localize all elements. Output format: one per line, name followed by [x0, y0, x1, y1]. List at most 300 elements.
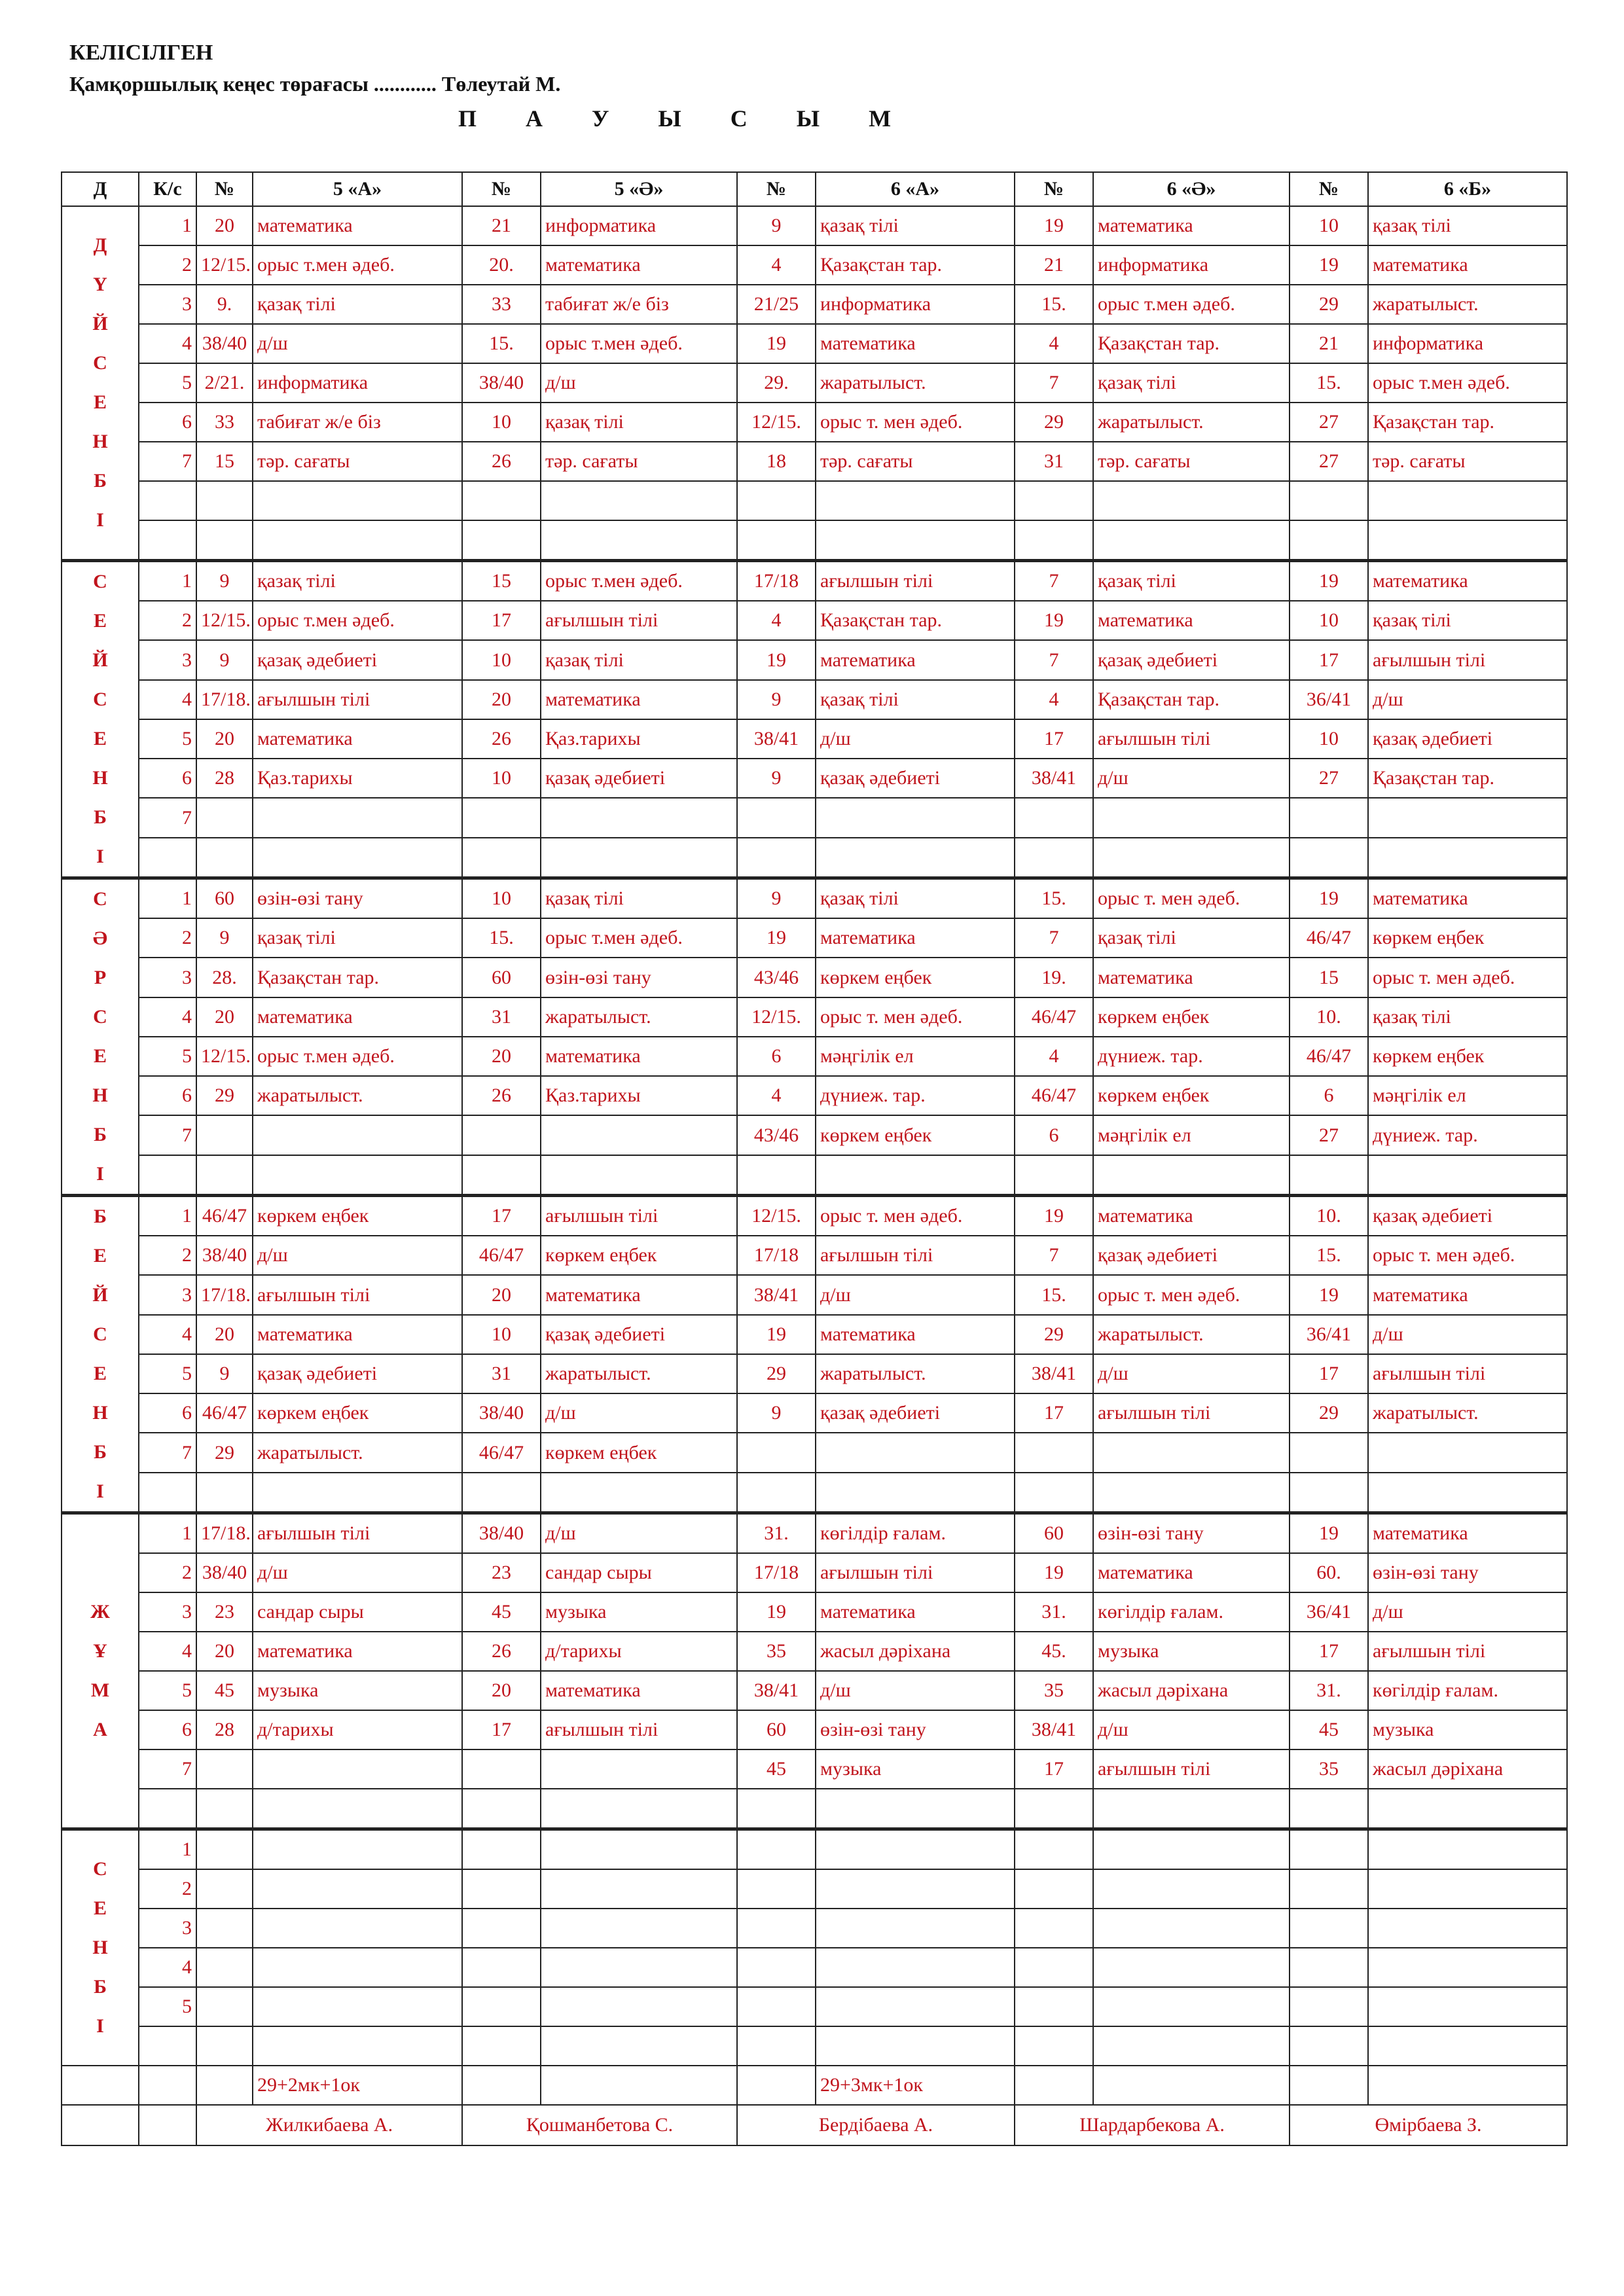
- table-row: [62, 918, 1567, 958]
- col-room-6a: №: [737, 172, 816, 206]
- room-6b: 10: [1290, 206, 1368, 245]
- room-6ae: 19.: [1015, 958, 1093, 997]
- room-6b: 10: [1290, 601, 1368, 640]
- room-5ae: [462, 1987, 541, 2026]
- room-6ae: 19: [1015, 1196, 1093, 1236]
- room-6b: [1290, 2026, 1368, 2066]
- subject-5ae: қазақ тілі: [541, 403, 737, 442]
- subject-6b: [1368, 1987, 1567, 2026]
- table-row: [62, 1948, 1567, 1987]
- day-letter: Ә: [92, 927, 108, 949]
- subject-6b: [1368, 481, 1567, 520]
- table-row: [62, 1196, 1567, 1236]
- teacher-6b: Өмірбаева З.: [1290, 2105, 1567, 2145]
- room-6b: 15.: [1290, 363, 1368, 403]
- subject-6a: мәңгілік ел: [816, 1037, 1015, 1076]
- subject-6b: өзін-өзі тану: [1368, 1553, 1567, 1592]
- subject-5a: көркем еңбек: [253, 1196, 462, 1236]
- subject-6b: Қазақстан тар.: [1368, 759, 1567, 798]
- subject-5a: табиғат ж/е біз: [253, 403, 462, 442]
- room-6b: 27: [1290, 442, 1368, 481]
- room-6ae: 46/47: [1015, 1076, 1093, 1115]
- room-5a: [196, 520, 253, 561]
- room-5ae: [462, 520, 541, 561]
- subject-5a: ағылшын тілі: [253, 1513, 462, 1554]
- subject-6b: [1368, 1829, 1567, 1870]
- day-letter: Й: [92, 649, 108, 671]
- room-5a: [196, 1789, 253, 1829]
- room-5ae: [462, 1473, 541, 1513]
- room-5a: 9.: [196, 285, 253, 324]
- subject-6ae: [1093, 481, 1290, 520]
- day-letter: Ж: [90, 1601, 110, 1623]
- subject-5ae: жаратылыст.: [541, 1354, 737, 1393]
- subject-6b: д/ш: [1368, 1592, 1567, 1632]
- room-6a: 60: [737, 1710, 816, 1749]
- day-letter: С: [93, 1858, 107, 1880]
- room-6a: 43/46: [737, 1115, 816, 1155]
- lesson-number: [139, 1155, 196, 1196]
- table-row: [62, 324, 1567, 363]
- room-6a: [737, 481, 816, 520]
- subject-6ae: д/ш: [1093, 759, 1290, 798]
- room-5a: [196, 481, 253, 520]
- lesson-number: 4: [139, 997, 196, 1037]
- room-6a: [737, 2026, 816, 2066]
- room-6ae: 38/41: [1015, 1710, 1093, 1749]
- room-5a: 29: [196, 1076, 253, 1115]
- subject-6ae: орыс т. мен әдеб.: [1093, 878, 1290, 919]
- lesson-number: 5: [139, 1037, 196, 1076]
- col-day: Д: [62, 172, 139, 206]
- subject-6b: [1368, 1473, 1567, 1513]
- room-5ae: 10: [462, 878, 541, 919]
- room-5ae: 31: [462, 997, 541, 1037]
- table-row: [62, 1115, 1567, 1155]
- room-5a: 9: [196, 640, 253, 679]
- room-6a: [737, 1987, 816, 2026]
- subject-6a: ағылшын тілі: [816, 1236, 1015, 1275]
- subject-5a: қазақ тілі: [253, 918, 462, 958]
- table-row: [62, 363, 1567, 403]
- subject-6ae: [1093, 1987, 1290, 2026]
- teacher-5a: Жилкибаева А.: [196, 2105, 462, 2145]
- subject-5ae: математика: [541, 680, 737, 719]
- room-6b: 36/41: [1290, 1592, 1368, 1632]
- room-5ae: [462, 1829, 541, 1870]
- room-6b: [1290, 838, 1368, 878]
- col-lesson-no: К/с: [139, 172, 196, 206]
- day-letter: Р: [94, 967, 107, 988]
- subject-6a: [816, 1155, 1015, 1196]
- subject-6ae: қазақ тілі: [1093, 561, 1290, 601]
- room-6b: [1290, 1909, 1368, 1948]
- subject-5ae: [541, 1789, 737, 1829]
- subject-5ae: тәр. сағаты: [541, 442, 737, 481]
- subject-5ae: [541, 1115, 737, 1155]
- room-6ae: 4: [1015, 1037, 1093, 1076]
- room-6a: 18: [737, 442, 816, 481]
- subject-6a: ағылшын тілі: [816, 561, 1015, 601]
- subject-5a: қазақ тілі: [253, 285, 462, 324]
- col-room-6ae: №: [1015, 172, 1093, 206]
- subject-5a: математика: [253, 206, 462, 245]
- room-6a: [737, 1869, 816, 1909]
- room-6a: 19: [737, 324, 816, 363]
- room-6b: [1290, 1869, 1368, 1909]
- room-6ae: 17: [1015, 1393, 1093, 1433]
- room-6a: [737, 1909, 816, 1948]
- room-6ae: 7: [1015, 640, 1093, 679]
- room-6ae: 15.: [1015, 1275, 1093, 1314]
- lesson-number: [139, 838, 196, 878]
- subject-5a: Қаз.тарихы: [253, 759, 462, 798]
- subject-6b: орыс т.мен әдеб.: [1368, 363, 1567, 403]
- room-6b: 17: [1290, 1354, 1368, 1393]
- table-row: [62, 680, 1567, 719]
- room-5ae: 17: [462, 1196, 541, 1236]
- subject-6b: жасыл дәріхана: [1368, 1749, 1567, 1789]
- room-6b: 17: [1290, 1632, 1368, 1671]
- subject-5ae: [541, 1749, 737, 1789]
- subject-6ae: ағылшын тілі: [1093, 1749, 1290, 1789]
- subject-6ae: орыс т. мен әдеб.: [1093, 1275, 1290, 1314]
- room-6b: [1290, 1948, 1368, 1987]
- subject-5ae: қазақ тілі: [541, 640, 737, 679]
- room-5ae: [462, 1749, 541, 1789]
- subject-6ae: Қазақстан тар.: [1093, 680, 1290, 719]
- subject-6b: [1368, 2026, 1567, 2066]
- room-6b: 21: [1290, 324, 1368, 363]
- room-6b: 19: [1290, 878, 1368, 919]
- room-5ae: 21: [462, 206, 541, 245]
- room-6ae: [1015, 481, 1093, 520]
- room-6a: 17/18: [737, 561, 816, 601]
- subject-6b: [1368, 1948, 1567, 1987]
- day-letter: Н: [92, 767, 108, 789]
- subject-5ae: өзін-өзі тану: [541, 958, 737, 997]
- day-letter: І: [96, 509, 104, 531]
- subject-6ae: д/ш: [1093, 1354, 1290, 1393]
- day-letter: Е: [93, 1045, 107, 1067]
- room-6a: 35: [737, 1632, 816, 1671]
- subject-5a: сандар сыры: [253, 1592, 462, 1632]
- subject-6ae: тәр. сағаты: [1093, 442, 1290, 481]
- lesson-number: 7: [139, 442, 196, 481]
- subject-6a: тәр. сағаты: [816, 442, 1015, 481]
- room-6a: 12/15.: [737, 1196, 816, 1236]
- subject-6ae: [1093, 1948, 1290, 1987]
- day-letter: Н: [92, 1937, 108, 1958]
- subject-5a: Қазақстан тар.: [253, 958, 462, 997]
- subject-6b: математика: [1368, 245, 1567, 285]
- subject-6a: қазақ тілі: [816, 680, 1015, 719]
- col-class-6ae: 6 «Ә»: [1093, 172, 1290, 206]
- room-6b: 10: [1290, 719, 1368, 759]
- room-6ae: [1015, 1909, 1093, 1948]
- room-5ae: 10: [462, 759, 541, 798]
- room-6b: 15.: [1290, 1236, 1368, 1275]
- table-row: [62, 1433, 1567, 1472]
- lesson-number: 4: [139, 680, 196, 719]
- day-letter: Б: [94, 1124, 107, 1145]
- room-6ae: 7: [1015, 363, 1093, 403]
- subject-6ae: қазақ әдебиеті: [1093, 640, 1290, 679]
- subject-6b: көркем еңбек: [1368, 1037, 1567, 1076]
- day-letter: Б: [94, 1441, 107, 1463]
- room-6b: [1290, 520, 1368, 561]
- subject-5a: ағылшын тілі: [253, 680, 462, 719]
- subject-6ae: жаратылыст.: [1093, 1315, 1290, 1354]
- room-6a: 38/41: [737, 719, 816, 759]
- lesson-number: 6: [139, 1710, 196, 1749]
- subject-5a: д/ш: [253, 324, 462, 363]
- subject-6a: [816, 1829, 1015, 1870]
- subject-6ae: қазақ тілі: [1093, 363, 1290, 403]
- day-letter: Е: [93, 728, 107, 749]
- chair-signature-line: Қамқоршылық кеңес төрағасы ............ Төлеутай М.: [69, 72, 561, 96]
- subject-5a: жаратылыст.: [253, 1076, 462, 1115]
- subject-5ae: орыс т.мен әдеб.: [541, 918, 737, 958]
- room-5a: 2/21.: [196, 363, 253, 403]
- subject-6ae: [1093, 1909, 1290, 1948]
- room-5a: 23: [196, 1592, 253, 1632]
- room-5a: 15: [196, 442, 253, 481]
- room-5ae: 26: [462, 442, 541, 481]
- room-6a: [737, 1433, 816, 1472]
- room-6b: 46/47: [1290, 1037, 1368, 1076]
- subject-6b: [1368, 1155, 1567, 1196]
- subject-6b: [1368, 520, 1567, 561]
- room-6ae: 7: [1015, 918, 1093, 958]
- subject-6ae: математика: [1093, 958, 1290, 997]
- room-5a: [196, 798, 253, 837]
- subject-6ae: өзін-өзі тану: [1093, 1513, 1290, 1554]
- lesson-number: 7: [139, 1433, 196, 1472]
- room-6a: 9: [737, 1393, 816, 1433]
- room-6b: 10.: [1290, 997, 1368, 1037]
- room-6b: 15: [1290, 958, 1368, 997]
- subject-6b: [1368, 1433, 1567, 1472]
- lesson-number: 2: [139, 1869, 196, 1909]
- room-6b: 27: [1290, 759, 1368, 798]
- lesson-number: [139, 1789, 196, 1829]
- table-row: [62, 1710, 1567, 1749]
- subject-6a: қазақ тілі: [816, 206, 1015, 245]
- room-6ae: [1015, 1869, 1093, 1909]
- room-5a: 9: [196, 561, 253, 601]
- room-5ae: 38/40: [462, 1513, 541, 1554]
- subject-6b: информатика: [1368, 324, 1567, 363]
- room-6ae: 29: [1015, 1315, 1093, 1354]
- room-6a: 12/15.: [737, 403, 816, 442]
- subject-5a: [253, 1749, 462, 1789]
- lesson-number: 3: [139, 1275, 196, 1314]
- room-6ae: [1015, 2026, 1093, 2066]
- lesson-number: 2: [139, 1236, 196, 1275]
- subject-5a: математика: [253, 1315, 462, 1354]
- header-row: [62, 172, 1567, 206]
- table-row: [62, 1671, 1567, 1710]
- room-5a: 46/47: [196, 1393, 253, 1433]
- room-5a: 38/40: [196, 1236, 253, 1275]
- day-letter: Б: [94, 806, 107, 828]
- subject-6b: қазақ әдебиеті: [1368, 1196, 1567, 1236]
- table-row: [62, 1354, 1567, 1393]
- subject-6a: [816, 1473, 1015, 1513]
- day-label: [62, 1829, 139, 2066]
- room-5ae: 20: [462, 1275, 541, 1314]
- subject-5a: д/тарихы: [253, 1710, 462, 1749]
- room-5ae: 45: [462, 1592, 541, 1632]
- day-letter: С: [93, 1006, 107, 1028]
- room-6ae: 19: [1015, 601, 1093, 640]
- subject-6b: ағылшын тілі: [1368, 1632, 1567, 1671]
- subject-5ae: [541, 1473, 737, 1513]
- room-6ae: [1015, 1948, 1093, 1987]
- subject-5ae: [541, 481, 737, 520]
- col-room-5ae: №: [462, 172, 541, 206]
- lesson-number: 7: [139, 1115, 196, 1155]
- table-row: [62, 1275, 1567, 1314]
- room-6ae: 38/41: [1015, 759, 1093, 798]
- room-6a: 38/41: [737, 1671, 816, 1710]
- day-letter: Б: [94, 470, 107, 492]
- subject-5a: орыс т.мен әдеб.: [253, 1037, 462, 1076]
- room-6a: 19: [737, 1592, 816, 1632]
- subject-5a: информатика: [253, 363, 462, 403]
- room-5ae: [462, 1909, 541, 1948]
- total-5a: 29+2мк+1ок: [253, 2066, 462, 2105]
- subject-5a: орыс т.мен әдеб.: [253, 245, 462, 285]
- room-5ae: 38/40: [462, 1393, 541, 1433]
- subject-6a: математика: [816, 640, 1015, 679]
- subject-6b: [1368, 1909, 1567, 1948]
- subject-6ae: [1093, 1869, 1290, 1909]
- lesson-number: 4: [139, 1948, 196, 1987]
- room-5a: [196, 1155, 253, 1196]
- lesson-number: 1: [139, 206, 196, 245]
- table-row: [62, 1909, 1567, 1948]
- subject-6a: [816, 2026, 1015, 2066]
- room-5a: [196, 1987, 253, 2026]
- room-5ae: 10: [462, 1315, 541, 1354]
- day-letter: С: [93, 888, 107, 910]
- room-5a: [196, 2026, 253, 2066]
- room-6b: [1290, 1987, 1368, 2026]
- lesson-number: 6: [139, 1393, 196, 1433]
- room-6a: 4: [737, 601, 816, 640]
- col-room-5a: №: [196, 172, 253, 206]
- subject-5a: д/ш: [253, 1553, 462, 1592]
- day-letter: Е: [93, 1245, 107, 1266]
- room-6b: 35: [1290, 1749, 1368, 1789]
- room-5ae: 46/47: [462, 1433, 541, 1472]
- room-5ae: 23: [462, 1553, 541, 1592]
- subject-5a: жаратылыст.: [253, 1433, 462, 1472]
- room-6a: [737, 520, 816, 561]
- lesson-number: 6: [139, 759, 196, 798]
- subject-5ae: [541, 1829, 737, 1870]
- table-row: [62, 640, 1567, 679]
- table-row: [62, 1473, 1567, 1513]
- subject-6b: қазақ тілі: [1368, 206, 1567, 245]
- lesson-number: 2: [139, 918, 196, 958]
- subject-6a: қазақ әдебиеті: [816, 759, 1015, 798]
- day-label: [62, 1513, 139, 1829]
- subject-5a: [253, 1829, 462, 1870]
- room-6a: [737, 1789, 816, 1829]
- lesson-number: 1: [139, 561, 196, 601]
- subject-6ae: математика: [1093, 1553, 1290, 1592]
- room-5a: 12/15.: [196, 1037, 253, 1076]
- lesson-number: [139, 1473, 196, 1513]
- lesson-number: 2: [139, 245, 196, 285]
- day-letter: Н: [92, 431, 108, 452]
- subject-6a: д/ш: [816, 1671, 1015, 1710]
- day-letter: Б: [94, 1206, 107, 1227]
- subject-6a: [816, 1789, 1015, 1829]
- table-row: [62, 1236, 1567, 1275]
- subject-6ae: [1093, 798, 1290, 837]
- room-5a: 20: [196, 1315, 253, 1354]
- subject-6ae: музыка: [1093, 1632, 1290, 1671]
- day-letter: Ү: [93, 274, 107, 295]
- subject-5ae: [541, 1909, 737, 1948]
- day-label: [62, 878, 139, 1196]
- subject-6a: музыка: [816, 1749, 1015, 1789]
- subject-5a: математика: [253, 719, 462, 759]
- table-row: [62, 878, 1567, 919]
- subject-5a: д/ш: [253, 1236, 462, 1275]
- subject-5a: математика: [253, 1632, 462, 1671]
- room-6a: [737, 1473, 816, 1513]
- lesson-number: 7: [139, 798, 196, 837]
- room-5ae: [462, 1869, 541, 1909]
- table-row: [62, 1749, 1567, 1789]
- subject-5ae: информатика: [541, 206, 737, 245]
- room-5ae: 20: [462, 680, 541, 719]
- subject-5ae: ағылшын тілі: [541, 1196, 737, 1236]
- subject-5a: қазақ әдебиеті: [253, 1354, 462, 1393]
- subject-5ae: көркем еңбек: [541, 1433, 737, 1472]
- subject-5a: [253, 1115, 462, 1155]
- subject-5a: қазақ әдебиеті: [253, 640, 462, 679]
- table-row: [62, 1632, 1567, 1671]
- subject-5a: тәр. сағаты: [253, 442, 462, 481]
- room-5a: 28.: [196, 958, 253, 997]
- room-6ae: 31.: [1015, 1592, 1093, 1632]
- room-6b: 10.: [1290, 1196, 1368, 1236]
- room-6b: 46/47: [1290, 918, 1368, 958]
- table-row: [62, 520, 1567, 561]
- subject-6ae: [1093, 1155, 1290, 1196]
- subject-6ae: қазақ әдебиеті: [1093, 1236, 1290, 1275]
- day-letter: І: [96, 2015, 104, 2037]
- subject-6ae: [1093, 1433, 1290, 1472]
- subject-5ae: [541, 1155, 737, 1196]
- room-5a: [196, 838, 253, 878]
- table-row: [62, 561, 1567, 601]
- subject-5ae: математика: [541, 1671, 737, 1710]
- room-6b: 19: [1290, 245, 1368, 285]
- subject-6ae: жаратылыст.: [1093, 403, 1290, 442]
- totals-row: [62, 2066, 1567, 2105]
- room-5ae: 26: [462, 1632, 541, 1671]
- subject-6b: көгілдір ғалам.: [1368, 1671, 1567, 1710]
- teacher-6a: Бердібаева А.: [737, 2105, 1015, 2145]
- day-label: [62, 1196, 139, 1513]
